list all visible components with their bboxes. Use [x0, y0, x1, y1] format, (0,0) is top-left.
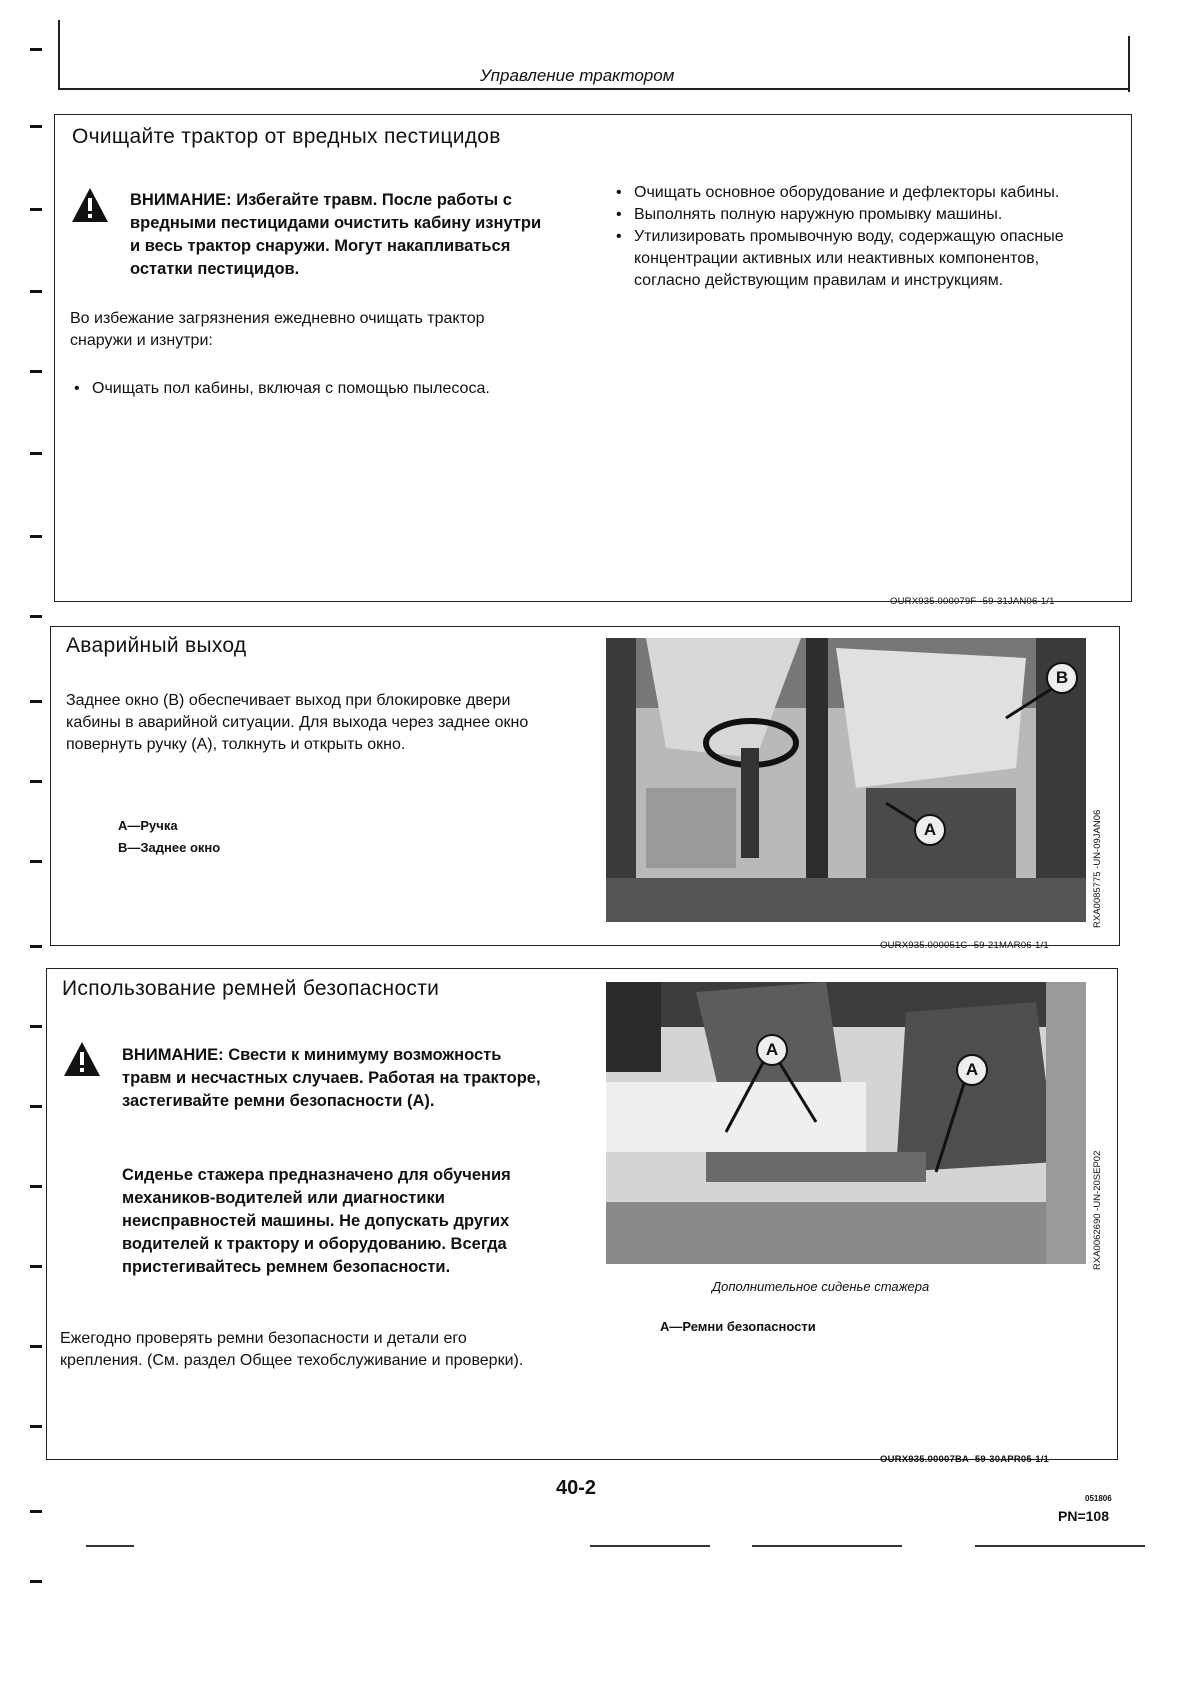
- legend-item: A—Ремни безопасности: [660, 1319, 816, 1334]
- cab-photo: [606, 638, 1086, 922]
- header-rule: [58, 88, 1130, 90]
- section-title: Очищайте трактор от вредных пестицидов: [72, 125, 501, 148]
- bullet-list-left: [70, 378, 490, 400]
- margin-mark: [30, 1265, 42, 1268]
- callout-a: A: [914, 814, 946, 846]
- doc-code: OURX935.000079F -59-31JAN06-1/1: [890, 596, 1055, 607]
- warning-icon: [70, 186, 110, 229]
- margin-mark: [30, 1580, 42, 1583]
- doc-code: OURX935.000051C -59-21MAR06-1/1: [880, 940, 1049, 951]
- legend-item: B—Заднее окно: [118, 840, 221, 855]
- bottom-rule: [752, 1545, 902, 1547]
- margin-mark: [30, 125, 42, 128]
- margin-mark: [30, 370, 42, 373]
- margin-mark: [30, 1185, 42, 1188]
- warning-text: ВНИМАНИЕ: Избегайте травм. После работы с вредными пестицидами очистить кабину изнутри и весь трактор снаружи. Могут накапливаться остатки пестицидов.: [130, 191, 542, 278]
- body-text: Ежегодно проверять ремни безопасности и детали его крепления. (См. раздел Общее техобслуживание и проверки).: [60, 1330, 524, 1369]
- warning-text: ВНИМАНИЕ: Свести к минимуму возможность травм и несчастных случаев. Работая на тракторе, застегивайте ремни безопасности (А).: [122, 1046, 541, 1110]
- margin-mark: [30, 48, 42, 51]
- margin-mark: [30, 1025, 42, 1028]
- margin-mark: [30, 615, 42, 618]
- header-rule: [58, 20, 60, 88]
- margin-mark: [30, 535, 42, 538]
- bottom-rule: [975, 1545, 1145, 1547]
- list-item: • Очищать основное оборудование и дефлекторы кабины.: [612, 182, 1072, 204]
- warning-icon: [62, 1040, 102, 1083]
- legend-item: A—Ручка: [118, 818, 178, 833]
- bottom-rule: [590, 1545, 710, 1547]
- photo-code: RXA0062690 -UN-20SEP02: [1092, 1150, 1103, 1270]
- margin-mark: [30, 1425, 42, 1428]
- margin-mark: [30, 1345, 42, 1348]
- small-code: 051806: [1085, 1494, 1112, 1503]
- part-number: PN=108: [1058, 1508, 1109, 1524]
- list-item: • Очищать пол кабины, включая с помощью пылесоса.: [70, 378, 490, 400]
- page-header: Управление трактором: [480, 66, 675, 85]
- margin-mark: [30, 945, 42, 948]
- margin-mark: [30, 780, 42, 783]
- callout-b: B: [1046, 662, 1078, 694]
- margin-mark: [30, 290, 42, 293]
- seat-photo: [606, 982, 1086, 1264]
- list-item: • Выполнять полную наружную промывку машины.: [612, 204, 1072, 226]
- trainer-seat-text: Сиденье стажера предназначено для обучения механиков-водителей или диагностики неисправностей машины. Не допускать других водителей к трактору и оборудованию. Всегда пристегивайтесь ремнем безопасности.: [122, 1166, 511, 1276]
- callout-a: A: [756, 1034, 788, 1066]
- margin-mark: [30, 1510, 42, 1513]
- legend: [118, 815, 220, 859]
- intro-text: Во избежание загрязнения ежедневно очищать трактор снаружи и изнутри:: [70, 310, 485, 349]
- header-rule: [1128, 36, 1130, 92]
- margin-mark: [30, 700, 42, 703]
- margin-mark: [30, 1105, 42, 1108]
- section-title: Использование ремней безопасности: [62, 977, 440, 1000]
- bullet-list-right: [612, 182, 1072, 292]
- body-text: Заднее окно (B) обеспечивает выход при блокировке двери кабины в аварийной ситуации. Для выхода через заднее окно повернуть ручку (А), толкнуть и открыть окно.: [66, 692, 529, 753]
- section-title: Аварийный выход: [66, 634, 247, 657]
- list-item: • Утилизировать промывочную воду, содержащую опасные концентрации активных или неактивных компонентов, согласно действующим правилам и инструкциям.: [612, 226, 1072, 292]
- photo-code: RXA0085775 -UN-09JAN06: [1092, 809, 1103, 928]
- doc-code: OURX935.00007BA -59-30APR05-1/1: [880, 1454, 1050, 1465]
- margin-mark: [30, 860, 42, 863]
- page-number: 40-2: [556, 1477, 597, 1499]
- photo-caption: Дополнительное сиденье стажера: [712, 1279, 930, 1294]
- callout-a: A: [956, 1054, 988, 1086]
- margin-mark: [30, 452, 42, 455]
- bottom-rule: [86, 1545, 134, 1547]
- margin-mark: [30, 208, 42, 211]
